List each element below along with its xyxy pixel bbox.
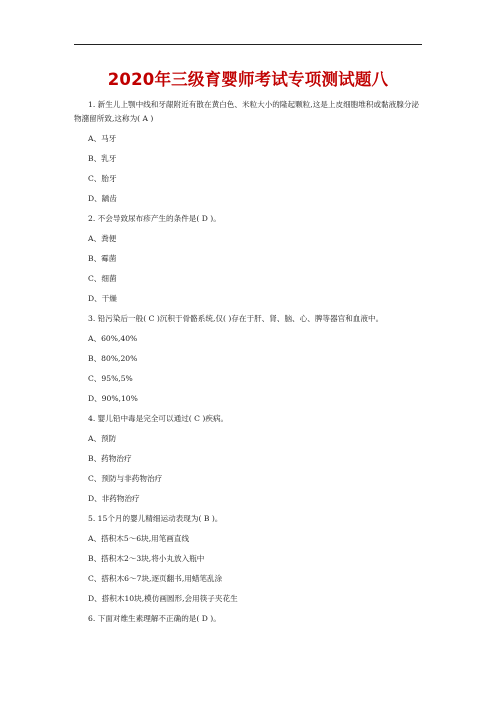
question-text: 5. 15个月的婴儿精细运动表现为( B )。 [88,514,223,523]
answer-option: D、90%,10% [88,394,138,403]
answer-option: D、龋齿 [88,194,117,203]
question-text: 1. 新生儿上颚中线和牙龈附近有散在黄白色、米粒大小的隆起颗粒,这是上皮细胞堆积或黏液腺分泌物潴留所致,这称为( A ) [74,100,420,123]
header-rule [74,44,422,45]
document-title: 2020年三级育婴师考试专项测试题八 [107,70,389,89]
answer-option: C、95%,5% [88,374,133,383]
answer-option: C、细菌 [88,274,117,283]
answer-option: B、药物治疗 [88,454,132,463]
answer-option: A、60%,40% [88,334,138,343]
answer-option: C、预防与非药物治疗 [88,474,163,483]
answer-option: D、非药物治疗 [88,494,140,503]
answer-option: A、搭积木5～6块,用笔画直线 [88,534,190,543]
answer-option: A、粪便 [88,234,117,243]
question-list [74,98,424,632]
answer-option: C、搭积木6～7块,逐页翻书,用蜡笔乱涂 [88,574,223,583]
answer-option: B、霉菌 [88,254,117,263]
answer-option: B、乳牙 [88,154,117,163]
answer-option: C、胎牙 [88,174,117,183]
answer-option: B、搭积木2～3块,将小丸放入瓶中 [88,554,205,563]
answer-option: D、搭积木10块,模仿画圆形,会用筷子夹花生 [88,594,238,603]
question-text: 3. 铅污染后一般( C )沉积于骨骼系统,仅( )存在于肝、肾、脑、心、脾等器官和血液中。 [88,314,384,323]
answer-option: A、马牙 [88,134,117,143]
question-text: 2. 不会导致尿布疹产生的条件是( D )。 [88,214,221,223]
answer-option: B、80%,20% [88,354,138,363]
answer-option: A、预防 [88,434,117,443]
answer-option: D、干燥 [88,294,117,303]
question-text: 6. 下面对维生素理解不正确的是( D )。 [88,614,221,623]
question-text: 4. 婴儿铅中毒是完全可以通过( C )疾病。 [88,414,229,423]
